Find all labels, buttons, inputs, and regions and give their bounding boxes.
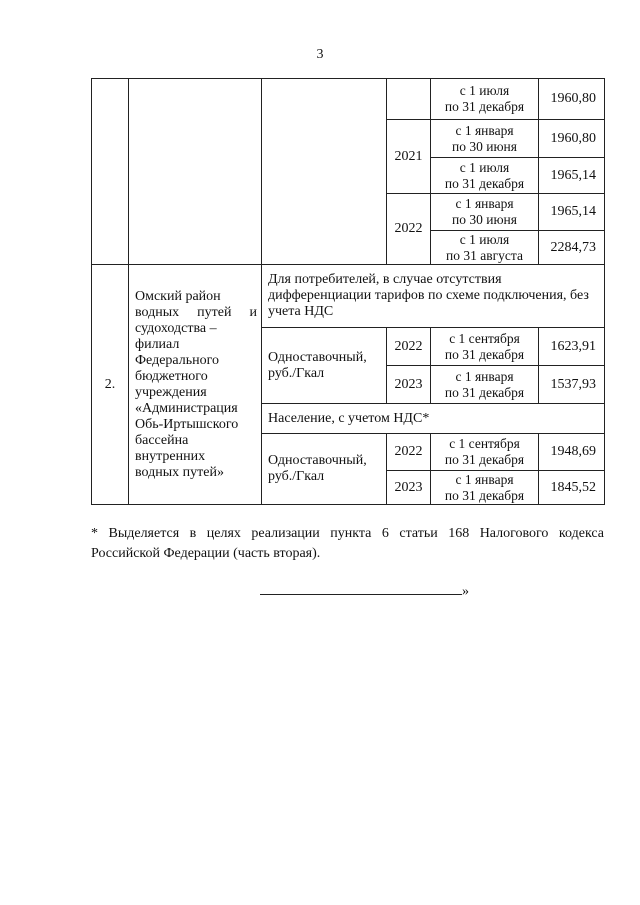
period-start: с 1 января [455, 471, 514, 487]
cell-empty-tariff [262, 79, 387, 265]
closing-quote: » [462, 584, 469, 599]
year-cell: 2021 [387, 120, 431, 194]
period-end: по 31 декабря [444, 487, 525, 503]
closing-rule [260, 580, 462, 595]
org-line: водных путей и [135, 305, 257, 320]
period-cell [431, 434, 539, 471]
period-end: по 31 декабря [444, 346, 525, 362]
year-cell: 2022 [387, 194, 431, 265]
tariff-type [262, 434, 387, 505]
org-line: учреждения [135, 385, 207, 400]
table-row [92, 79, 605, 120]
year-cell: 2023 [387, 366, 431, 404]
org-line: Омский район [135, 289, 221, 304]
org-line: внутренних [135, 449, 206, 464]
period-end: по 31 августа [446, 247, 523, 263]
period-end: по 31 декабря [444, 99, 525, 114]
page-number: 3 [316, 47, 324, 62]
org-line: бассейна [135, 433, 189, 448]
period-start: с 1 июля [459, 231, 510, 247]
year-cell [387, 79, 431, 120]
org-line: «Администрация [135, 401, 238, 416]
row-number: 2. [92, 265, 129, 505]
period-start: с 1 января [455, 122, 514, 138]
tariff-line: Одноставочный, [268, 349, 367, 365]
period-start: с 1 января [455, 368, 514, 384]
period-end: по 31 декабря [444, 175, 525, 191]
value-cell: 1623,91 [539, 328, 605, 366]
value-cell: 1948,69 [539, 434, 605, 471]
category-heading: Население, с учетом НДС* [262, 404, 605, 434]
tariff-table [91, 78, 605, 505]
period-end: по 30 июня [452, 138, 517, 154]
table-row [92, 265, 605, 328]
period-cell [431, 328, 539, 366]
tariff-line: руб./Гкал [268, 469, 325, 484]
period-cell [431, 79, 539, 120]
value-cell: 1960,80 [539, 79, 605, 120]
period-start: с 1 января [455, 196, 514, 211]
org-line: Федерального [135, 353, 220, 368]
org-line: водных путей» [135, 465, 224, 480]
value-cell: 1960,80 [539, 120, 605, 158]
closing-line [260, 580, 469, 600]
period-start: с 1 июля [459, 159, 510, 175]
value-cell: 1965,14 [539, 194, 605, 231]
year-cell: 2022 [387, 328, 431, 366]
category-heading: Для потребителей, в случае отсутствия дифференциации тарифов по схеме подключения, без учета НДС [262, 265, 605, 328]
tariff-line: руб./Гкал [268, 365, 325, 381]
year-cell: 2023 [387, 471, 431, 505]
period-start: с 1 сентября [449, 330, 520, 346]
tariff-type [262, 328, 387, 404]
org-line: Обь-Иртышского [135, 417, 239, 432]
period-cell [431, 231, 539, 265]
period-cell [431, 158, 539, 194]
organization-name [129, 265, 262, 505]
period-start: с 1 сентября [449, 436, 520, 451]
footnote: * Выделяется в целях реализации пункта 6 статьи 168 Налогового кодекса Российской Федерации (часть вторая). [91, 526, 604, 561]
period-cell [431, 366, 539, 404]
period-cell [431, 194, 539, 231]
period-cell [431, 120, 539, 158]
year-cell: 2022 [387, 434, 431, 471]
org-line: судоходства – [135, 321, 217, 336]
cell-empty-num [92, 79, 129, 265]
org-line: бюджетного [135, 369, 208, 384]
tariff-line: Одноставочный, [268, 453, 367, 468]
period-start: с 1 июля [459, 83, 510, 98]
value-cell: 1845,52 [539, 471, 605, 505]
cell-empty-org [129, 79, 262, 265]
value-cell: 2284,73 [539, 231, 605, 265]
period-end: по 30 июня [452, 212, 517, 227]
value-cell: 1537,93 [539, 366, 605, 404]
period-end: по 31 декабря [444, 384, 525, 400]
org-line: филиал [135, 337, 180, 352]
value-cell: 1965,14 [539, 158, 605, 194]
period-cell [431, 471, 539, 505]
period-end: по 31 декабря [444, 452, 525, 467]
